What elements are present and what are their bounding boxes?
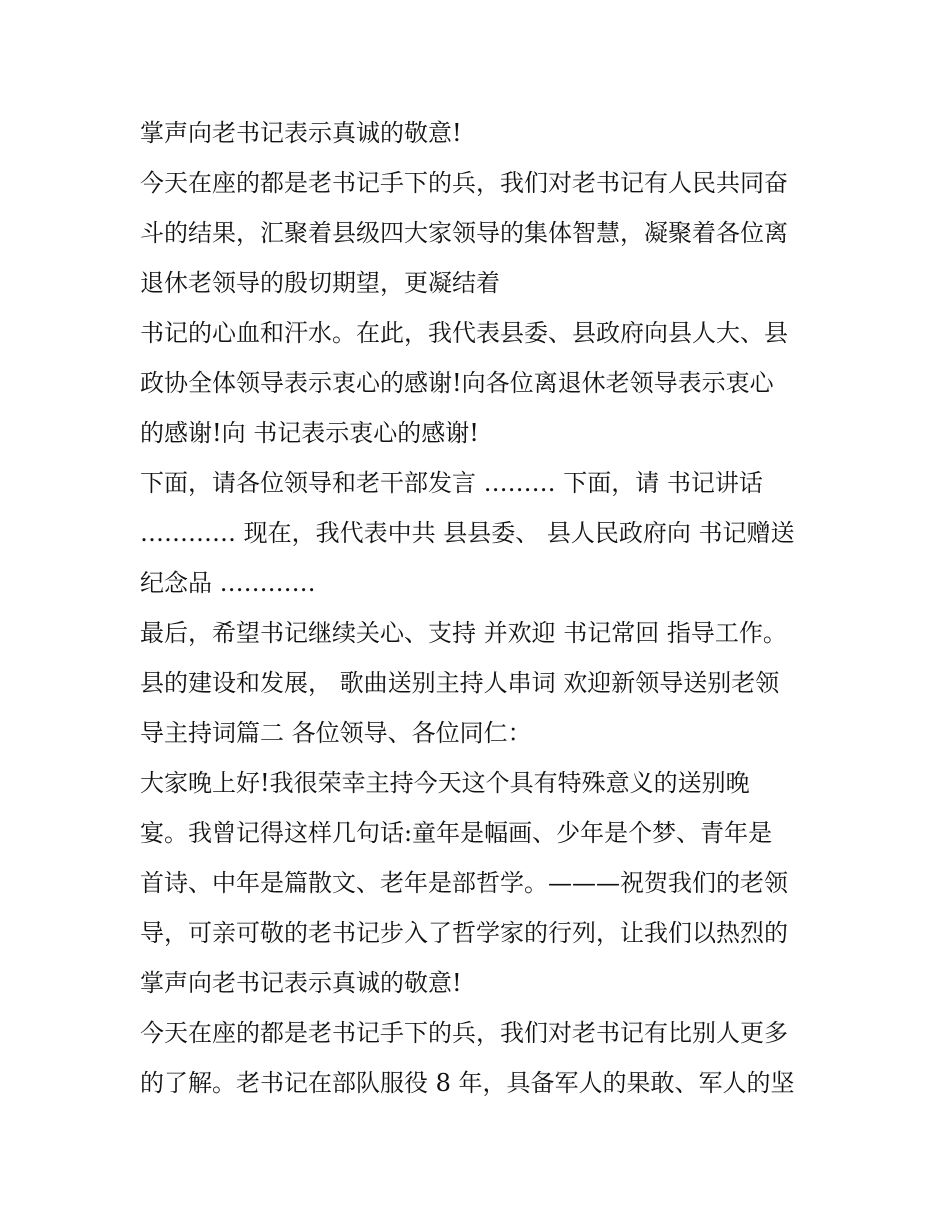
text-line: 今天在座的都是老书记手下的兵，我们对老书记有比别人更多: [140, 1019, 788, 1047]
text-line: 县的建设和发展， 歌曲送别主持人串词 欢迎新领导送别老领: [140, 669, 780, 697]
text-line: 书记的心血和汗水。在此，我代表县委、县政府向县人大、县: [140, 319, 788, 347]
text-line: 导主持词篇二 各位领导、各位同仁：: [140, 719, 532, 747]
text-line: ………… 现在，我代表中共 县县委、 县人民政府向 书记赠送: [140, 519, 795, 547]
document-body: [140, 108, 830, 1108]
text-line: 退休老领导的殷切期望，更凝结着: [140, 269, 500, 297]
text-line: 最后，希望书记继续关心、支持 并欢迎 书记常回 指导工作。: [140, 619, 787, 647]
text-line: 掌声向老书记表示真诚的敬意!: [140, 969, 462, 997]
text-line: 政协全体领导表示衷心的感谢!向各位离退休老领导表示衷心: [140, 369, 774, 397]
text-line: 的感谢!向 书记表示衷心的感谢!: [140, 419, 479, 447]
text-line: 掌声向老书记表示真诚的敬意!: [140, 119, 462, 147]
text-line: 宴。我曾记得这样几句话:童年是幅画、少年是个梦、青年是: [140, 819, 773, 847]
text-line: 今天在座的都是老书记手下的兵，我们对老书记有人民共同奋: [140, 169, 788, 197]
text-line: 的了解。老书记在部队服役 8 年，具备军人的果敢、军人的坚: [140, 1069, 795, 1097]
text-line: 下面，请各位领导和老干部发言 ……… 下面，请 书记讲话: [140, 469, 763, 497]
text-line: 纪念品 …………: [140, 569, 316, 597]
text-line: 大家晚上好!我很荣幸主持今天这个具有特殊意义的送别晚: [140, 769, 750, 797]
text-line: 斗的结果，汇聚着县级四大家领导的集体智慧，凝聚着各位离: [140, 219, 788, 247]
text-line: 导，可亲可敬的老书记步入了哲学家的行列，让我们以热烈的: [140, 919, 788, 947]
text-line: 首诗、中年是篇散文、老年是部哲学。———祝贺我们的老领: [140, 869, 788, 897]
